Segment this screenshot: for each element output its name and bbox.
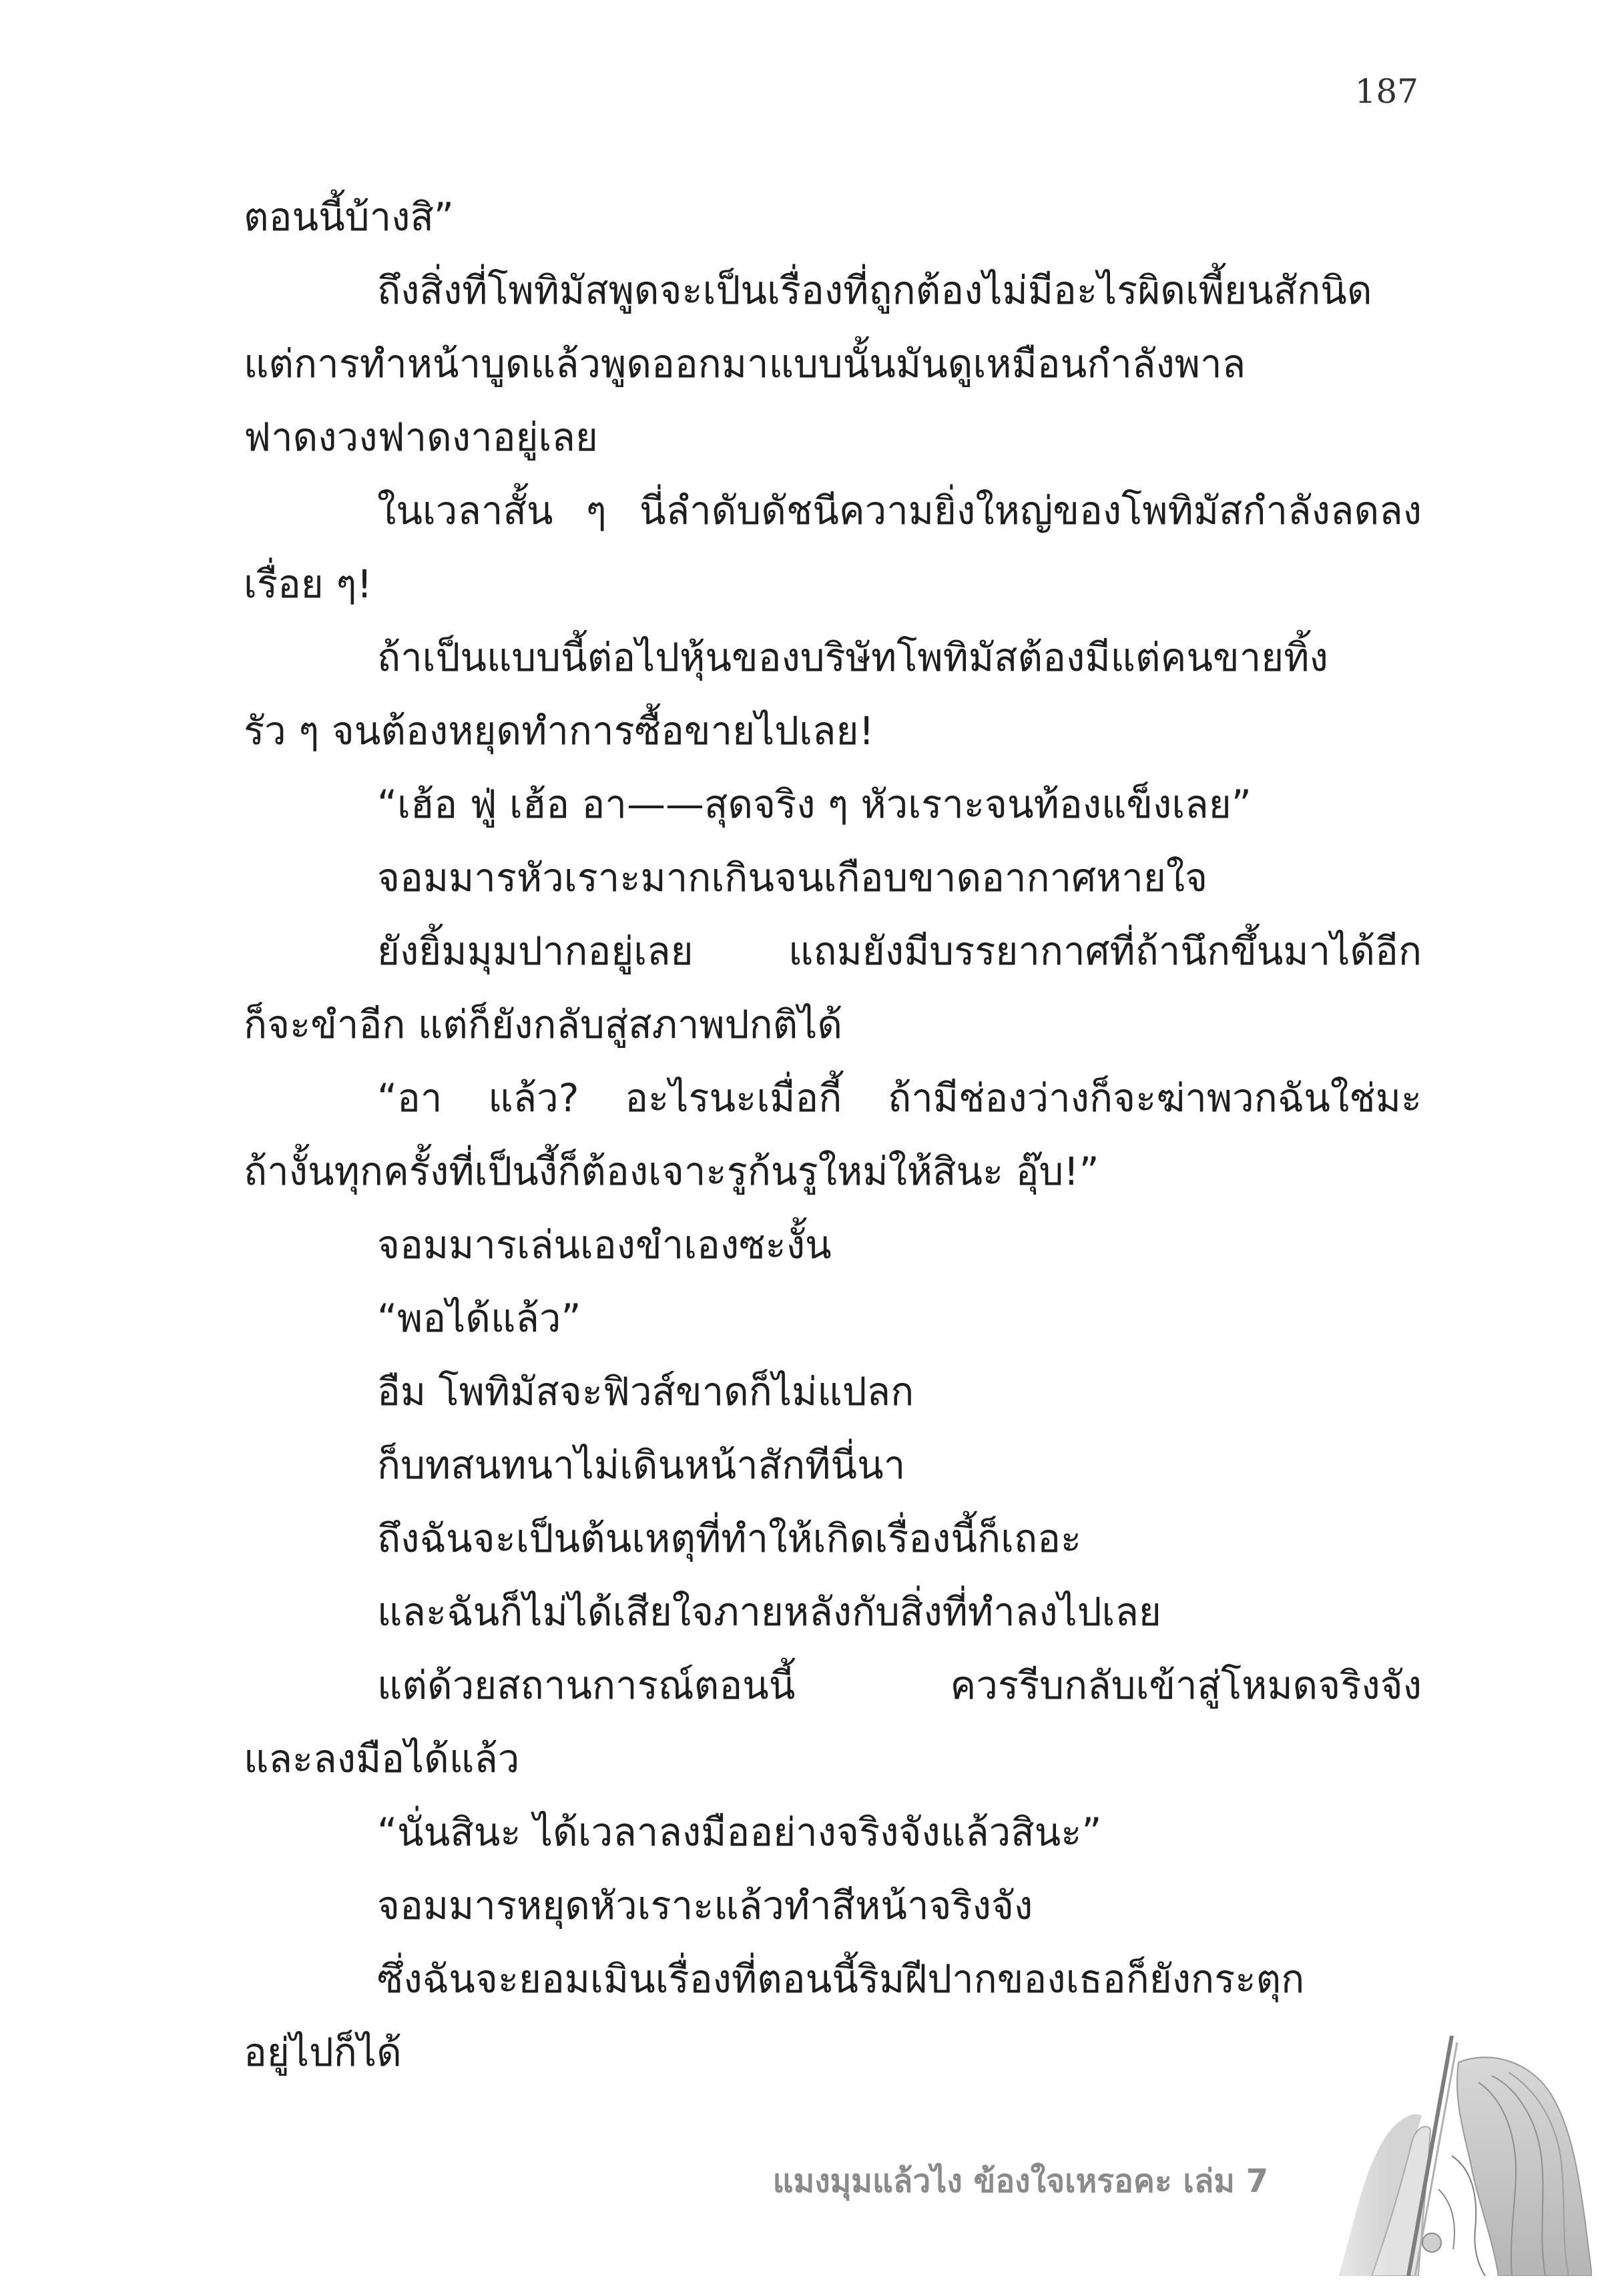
- text-line: แต่การทำหน้าบูดแล้วพูดออกมาแบบนั้นมันดูเหมือนกำลังพาล: [244, 341, 1246, 386]
- text-line: ถึงฉันจะเป็นต้นเหตุที่ทำให้เกิดเรื่องนี้ก็เถอะ: [377, 1516, 1082, 1561]
- footer-title: แมงมุมแล้วไง ข้องใจเหรอคะ เล่ม 7: [772, 2163, 1268, 2200]
- text-line: ในเวลาสั้น ๆ นี่ลำดับดัชนีความยิ่งใหญ่ของโพทิมัสกำลังลดลง: [377, 488, 1422, 533]
- text-line: “เฮ้อ ฟู่ เฮ้อ อา——สุดจริง ๆ หัวเราะจนท้องแข็งเลย”: [377, 782, 1252, 827]
- text-line: รัว ๆ จนต้องหยุดทำการซื้อขายไปเลย!: [244, 708, 874, 754]
- text-line: จอมมารหยุดหัวเราะแล้วทำสีหน้าจริงจัง: [377, 1883, 1033, 1928]
- text-line: ยังยิ้มมุมปากอยู่เลย แถมยังมีบรรยากาศที่ถ้านึกขึ้นมาได้อีก: [377, 928, 1422, 974]
- text-line: เรื่อย ๆ!: [244, 561, 372, 607]
- text-line: “อา แล้ว? อะไรนะเมื่อกี้ ถ้ามีช่องว่างก็จะฆ่าพวกฉันใช่มะ: [377, 1075, 1422, 1121]
- text-line: ซึ่งฉันจะยอมเมินเรื่องที่ตอนนี้ริมฝีปากของเธอก็ยังกระตุก: [377, 1956, 1305, 2002]
- page-number: 187: [1354, 72, 1418, 111]
- text-line: ก็จะขำอีก แต่ก็ยังกลับสู่สภาพปกติได้: [244, 1002, 843, 1047]
- text-line: “นั่นสินะ ได้เวลาลงมืออย่างจริงจังแล้วสินะ”: [377, 1809, 1102, 1855]
- body-text: [244, 180, 1422, 2089]
- text-line: จอมมารเล่นเองขำเองซะงั้น: [377, 1222, 832, 1267]
- text-line: ถ้าเป็นแบบนี้ต่อไปหุ้นของบริษัทโพทิมัสต้องมีแต่คนขายทิ้ง: [377, 635, 1328, 680]
- text-line: และฉันก็ไม่ได้เสียใจภายหลังกับสิ่งที่ทำลงไปเลย: [377, 1589, 1161, 1635]
- text-line: จอมมารหัวเราะมากเกินจนเกือบขาดอากาศหายใจ: [377, 855, 1208, 900]
- text-line: ถึงสิ่งที่โพทิมัสพูดจะเป็นเรื่องที่ถูกต้องไม่มีอะไรผิดเพี้ยนสักนิด: [377, 268, 1372, 313]
- text-line: อืม โพทิมัสจะฟิวส์ขาดก็ไม่แปลก: [377, 1369, 914, 1414]
- text-line: ถ้างั้นทุกครั้งที่เป็นงี้ก็ต้องเจาะรูก้นรูใหม่ให้สินะ อุ๊บ!”: [244, 1149, 1099, 1194]
- text-line: ฟาดงวงฟาดงาอยู่เลย: [244, 414, 598, 460]
- text-line: “พอได้แล้ว”: [377, 1296, 581, 1341]
- character-illustration: [1278, 2036, 1592, 2276]
- text-line: และลงมือได้แล้ว: [244, 1736, 520, 1781]
- text-line: ตอนนี้บ้างสิ”: [244, 194, 454, 240]
- text-line: อยู่ไปก็ได้: [244, 2030, 402, 2075]
- text-line: ก็บทสนทนาไม่เดินหน้าสักทีนี่นา: [377, 1442, 906, 1488]
- text-line: แต่ด้วยสถานการณ์ตอนนี้ ควรรีบกลับเข้าสู่โหมดจริงจัง: [377, 1663, 1422, 1708]
